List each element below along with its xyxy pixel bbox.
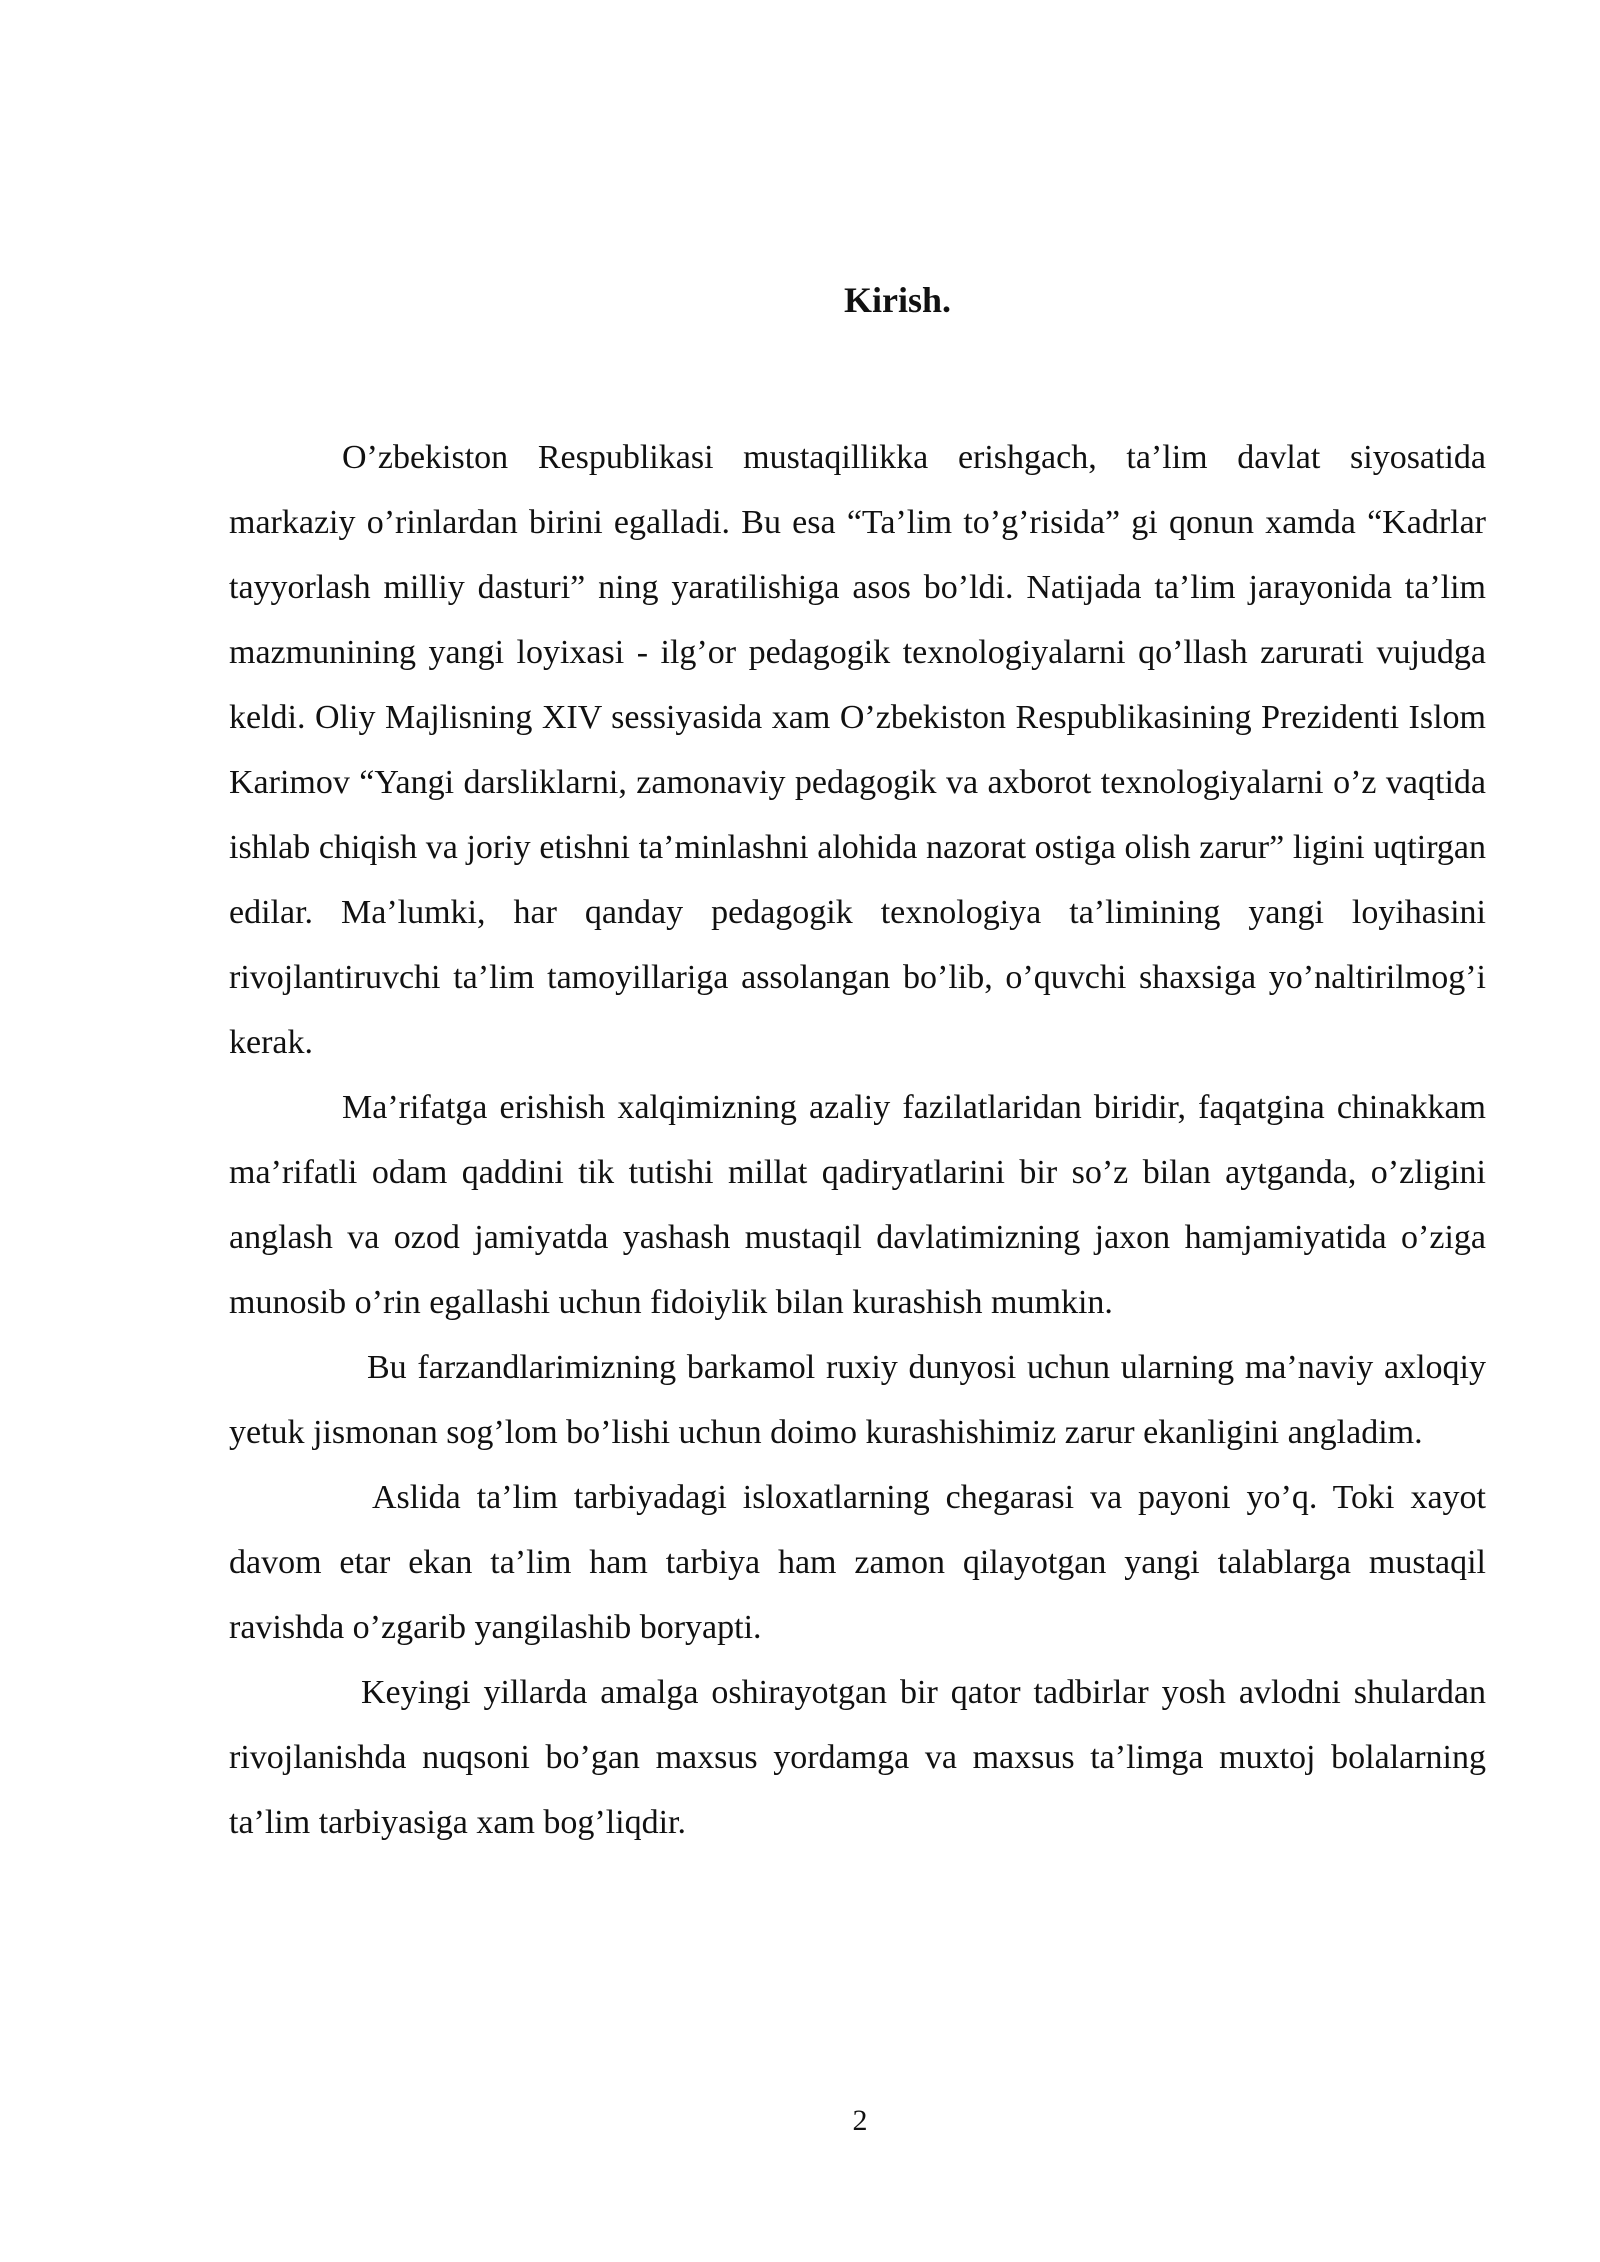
paragraph-1: O’zbekiston Respublikasi mustaqillikka erishgach, ta’lim davlat siyosatida markaziy o’rinlardan birini egalladi. Bu esa “Ta’lim to’g’risida” gi qonun xamda “Kadrlar tayyorlash milliy dasturi” ning yaratilishiga asos bo’ldi. Natijada ta’lim jarayonida ta’lim mazmunining yangi loyixasi - ilg’or pedagogik texnologiyalarni qo’llash zarurati vujudga keldi. Oliy Majlisning XIV sessiyasida xam O’zbekiston Respublikasining Prezidenti Islom Karimov “Yangi darsliklarni, zamonaviy pedagogik va axborot texnologiyalarni o’z vaqtida ishlab chiqish va joriy etishni ta’minlashni alohida nazorat ostiga olish zarur” ligini uqtirgan edilar. Ma’lumki, har qanday pedagogik texnologiya ta’limining yangi loyihasini rivojlantiruvchi ta’lim tamoyillariga assolangan bo’lib, o’quvchi shaxsiga yo’naltirilmog’i kerak. [229,439,1486,1061]
paragraph-5: Keyingi yillarda amalga oshirayotgan bir qator tadbirlar yosh avlodni shulardan rivojlanishda nuqsoni bo’gan maxsus yordamga va maxsus ta’limga muxtoj bolalarning ta’lim tarbiyasiga xam bog’liqdir. [229,1674,1486,1841]
paragraph-4: Aslida ta’lim tarbiyadagi isloxatlarning chegarasi va payoni yo’q. Toki xayot davom etar ekan ta’lim ham tarbiya ham zamon qilayotgan yangi talablarga mustaqil ravishda o’zgarib yangilashib boryapti. [229,1479,1486,1646]
paragraph-2: Ma’rifatga erishish xalqimizning azaliy fazilatlaridan biridir, faqatgina chinakkam ma’rifatli odam qaddini tik tutishi millat qadiryatlarini bir so’z bilan aytganda, o’zligini anglash va ozod jamiyatda yashash mustaqil davlatimizning jaxon hamjamiyatida o’ziga munosib o’rin egallashi uchun fidoiylik bilan kurashish mumkin. [229,1089,1486,1321]
paragraph-3: Bu farzandlarimizning barkamol ruxiy dunyosi uchun ularning ma’naviy axloqiy yetuk jismonan sog’lom bo’lishi uchun doimo kurashishimiz zarur ekanligini angladim. [229,1349,1486,1451]
page-number: 2 [852,2104,868,2137]
document-body [229,425,1486,1855]
document-title: Kirish. [843,280,951,320]
